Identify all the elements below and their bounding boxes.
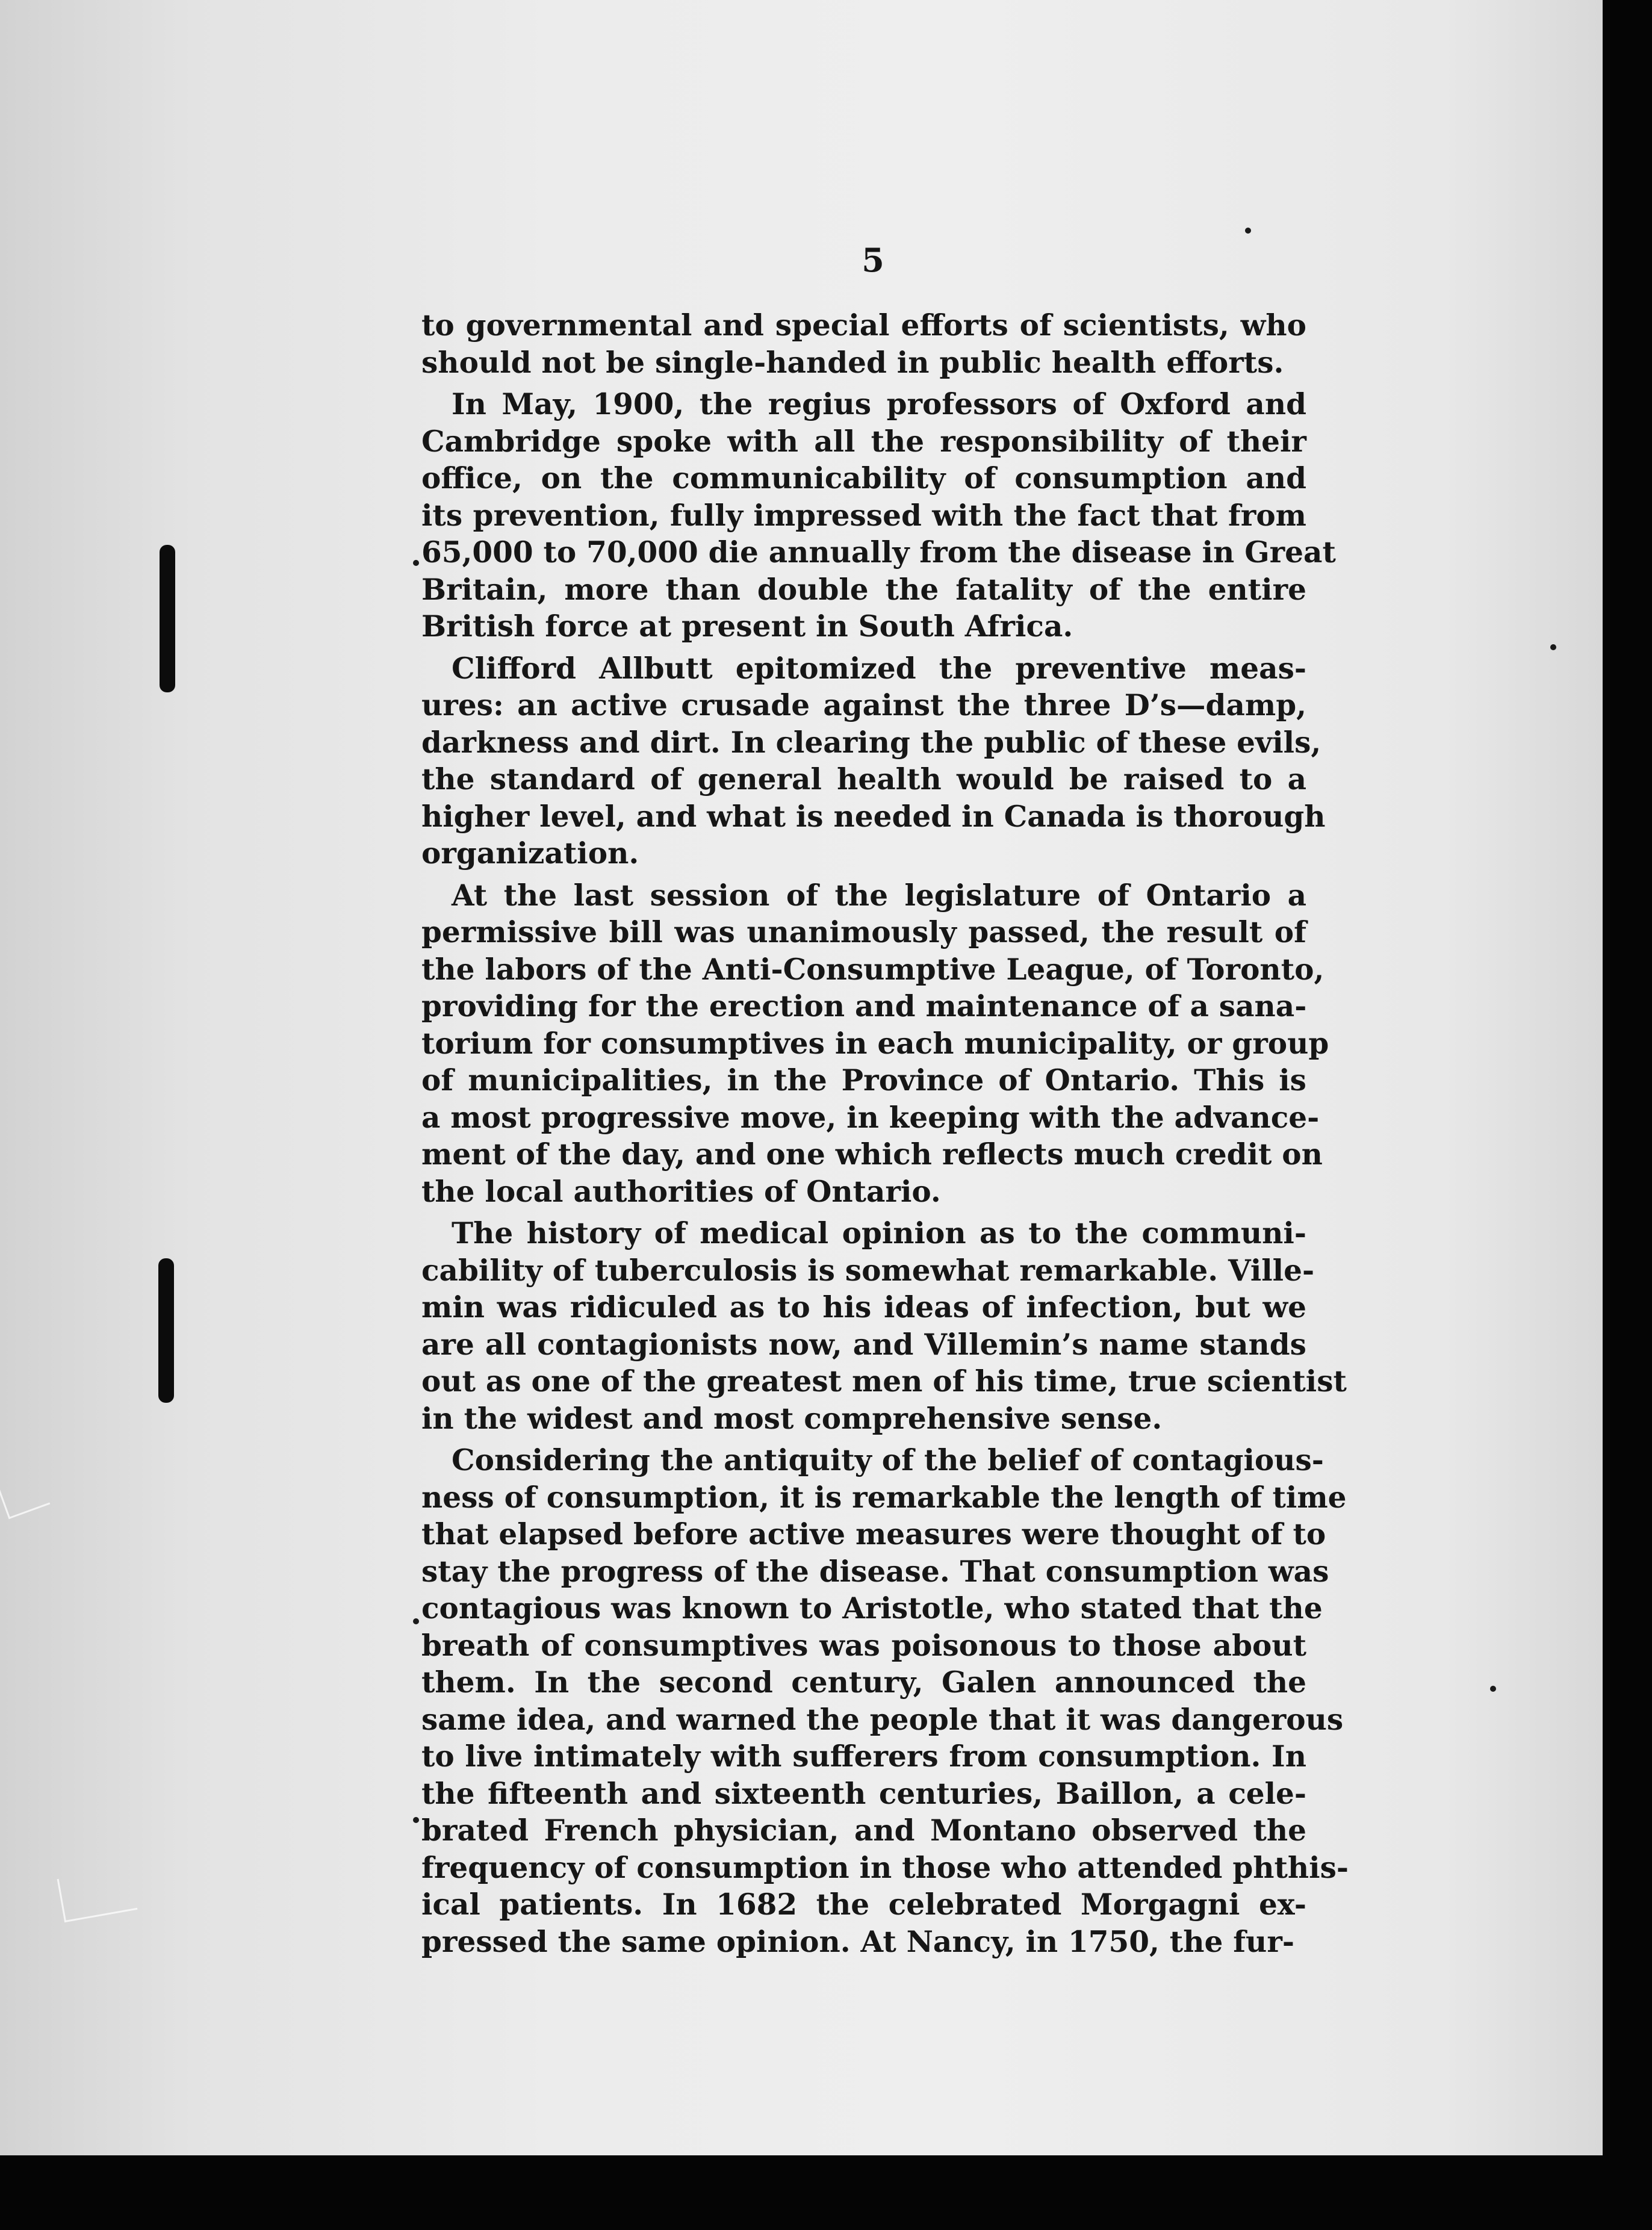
text-line: cability of tuberculosis is somewhat remarkable. Ville- [421,1253,1315,1288]
scan-border-right [1603,0,1652,2230]
text-line: should not be single-handed in public health efforts. [421,345,1284,380]
paragraph [421,650,1326,872]
text-line: in the widest and most comprehensive sense. [421,1401,1163,1436]
text-line: that elapsed before active measures were thought of to [421,1517,1326,1551]
text-line: breath of consumptives was poisonous to those about [421,1628,1306,1663]
text-line: torium for consumptives in each municipality, or group [421,1026,1329,1061]
text-line: same idea, and warned the people that it was dangerous [421,1702,1344,1737]
text-line: Clifford Allbutt epitomized the preventive meas- [452,651,1306,686]
text-line: Cambridge spoke with all the responsibility of their [421,424,1306,459]
text-line: the fifteenth and sixteenth centuries, Baillon, a cele- [421,1776,1306,1811]
paragraph [421,1215,1347,1437]
text-line: to governmental and special efforts of scientists, who [421,308,1306,343]
body-text [421,307,1349,1965]
paragraph [421,1442,1349,1960]
text-line: the local authorities of Ontario. [421,1174,941,1209]
paragraph [421,307,1306,381]
text-line: min was ridiculed as to his ideas of infection, but we [421,1290,1306,1325]
paragraph [421,386,1336,645]
text-line: pressed the same opinion. At Nancy, in 1750, the fur- [421,1924,1295,1959]
text-line: the labors of the Anti-Consumptive League, of Toronto, [421,952,1324,987]
text-line: 65,000 to 70,000 die annually from the disease in Great [421,535,1336,570]
text-line: providing for the erection and maintenance of a sana- [421,989,1307,1023]
text-line: ment of the day, and one which reflects much credit on [421,1137,1323,1172]
text-line: contagious was known to Aristotle, who stated that the [421,1591,1323,1626]
text-line: higher level, and what is needed in Canada is thorough [421,799,1326,834]
scan-speck [413,560,419,566]
scan-speck [413,1618,419,1624]
text-line: permissive bill was unanimously passed, the result of [421,915,1306,949]
text-line: office, on the communicability of consumption and [421,461,1306,495]
text-line: ures: an active crusade against the three D’s—damp, [421,688,1306,722]
scan-speck [1245,228,1251,234]
binding-mark-upper [160,545,175,692]
scan-speck [413,1817,419,1823]
text-line: darkness and dirt. In clearing the public of these evils, [421,725,1321,760]
text-line: its prevention, fully impressed with the fact that from [421,498,1306,533]
text-line: are all contagionists now, and Villemin’s name stands [421,1327,1306,1362]
text-line: frequency of consumption in those who attended phthis- [421,1850,1349,1885]
text-line: ical patients. In 1682 the celebrated Morgagni ex- [421,1887,1306,1922]
text-line: In May, 1900, the regius professors of Oxford and [452,387,1306,421]
text-line: Considering the antiquity of the belief of contagious- [452,1443,1324,1477]
text-line: stay the progress of the disease. That consumption was [421,1554,1329,1589]
text-line: organization. [421,836,639,871]
text-line: the standard of general health would be raised to a [421,762,1306,797]
text-line: British force at present in South Africa. [421,609,1073,644]
text-line: of municipalities, in the Province of Ontario. This is [421,1063,1306,1098]
binding-mark-lower [158,1258,174,1403]
text-line: out as one of the greatest men of his time, true scientist [421,1364,1347,1399]
page-number: 5 [862,241,884,279]
text-line: a most progressive move, in keeping with the advance- [421,1100,1320,1135]
paragraph [421,877,1329,1211]
text-line: them. In the second century, Galen announced the [421,1665,1306,1700]
scan-border-bottom [0,2155,1652,2230]
scan-speck [1490,1686,1496,1692]
text-line: ness of consumption, it is remarkable the length of time [421,1480,1347,1515]
text-line: The history of medical opinion as to the communi- [452,1216,1306,1250]
text-line: At the last session of the legislature of Ontario a [452,878,1306,913]
text-line: brated French physician, and Montano observed the [421,1813,1306,1848]
text-line: Britain, more than double the fatality of the entire [421,572,1306,607]
scan-speck [1550,644,1556,650]
text-line: to live intimately with sufferers from consumption. In [421,1739,1306,1774]
